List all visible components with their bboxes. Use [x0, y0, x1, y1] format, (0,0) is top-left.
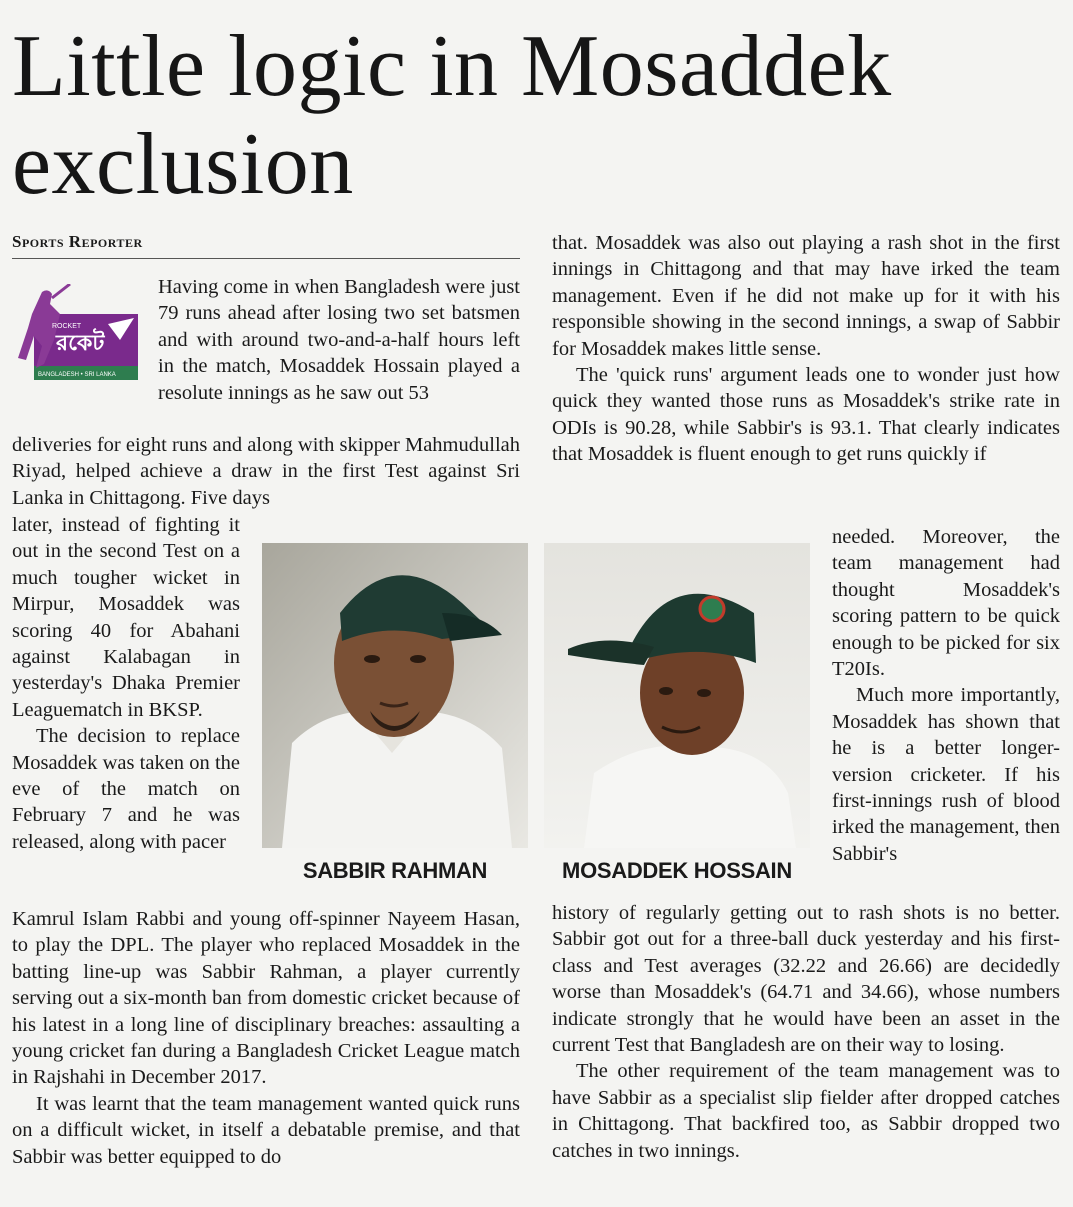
- headline: Little logic in Mosaddek exclusion: [12, 18, 892, 213]
- col2-top: that. Mosaddek was also out playing a rash shot in the first innings in Chittagong and that may have irked the team management. Even if he did not make up for it with his responsible showing in the second innings, a swap of Sabbir for Mosaddek makes little sense. The 'quick runs' argument leads one to wonder just how quick they wanted those runs as Mosaddek's strike rate in ODIs is 90.28, while Sabbir's is 93.1. That clearly indicates that Mosaddek is fluent enough to get runs quickly if: [552, 232, 1060, 466]
- rocket-logo: [12, 284, 138, 396]
- col1-narrow: later, instead of fighting it out in the second Test on a much tougher wicket in Mirpur, Mosaddek was scoring 40 for Abahani against Kalabagan in yesterday's Dhaka Premier Leaguematch in BKSP. The decision to replace Mosaddek was taken on the eve of the match on February 7 and he was released, along with pacer: [12, 514, 240, 853]
- col1-intro: Having come in when Bangladesh were just 79 runs ahead after losing two set batsmen and with around two-and-a-half hours left in the match, Mosaddek Hossain played a resolute innings as he saw out 53: [158, 276, 520, 404]
- logo-text-bengali: রকেট: [56, 331, 105, 356]
- byline: Sports Reporter: [12, 232, 143, 251]
- caption-mosaddek-hossain: MOSADDEK HOSSAIN: [562, 858, 792, 883]
- col1-full: Kamrul Islam Rabbi and young off-spinner Nayeem Hasan, to play the DPL. The player who replaced Mosaddek in the batting line-up was Sabbir Rahman, a player currently serving out a six-month ban from domestic cricket because of his latest in a long line of disciplinary breaches: assaulting a young cricket fan during a Bangladesh Cricket League match in Rajshahi in December 2017. It was learnt that the team management wanted quick runs on a difficult wicket, in itself a debatable premise, and that Sabbir was better equipped to do: [12, 908, 520, 1168]
- logo-text-bottom: BANGLADESH • SRI LANKA: [38, 372, 116, 378]
- col2-full: history of regularly getting out to rash shots is no better. Sabbir got out for a three-ball duck yesterday and his first-class and Test averages (32.22 and 26.66) are decidedly worse than Mosaddek's (64.71 and 34.66), whose numbers indicate strongly that he would have been an asset in the current Test that Bangladesh are on their way to losing. The other requirement of the team management was to have Sabbir as a specialist slip fielder after dropped catches in Chittagong. That backfired too, as Sabbir dropped two catches in two innings.: [552, 902, 1060, 1162]
- photo-mosaddek-hossain: [544, 543, 810, 848]
- photo-sabbir-rahman: [262, 543, 528, 848]
- logo-text-top: ROCKET: [52, 323, 82, 330]
- col2-narrow: needed. Moreover, the team management had thought Mosaddek's scoring pattern to be quick enough to be picked for six T20Is. Much more importantly, Mosaddek has shown that he is a better longer-version cricketer. If his first-innings rush of blood irked the management, then Sabbir's: [832, 526, 1060, 865]
- byline-rule: [12, 258, 520, 259]
- col1-intro-cont: deliveries for eight runs and along with skipper Mahmudullah Riyad, helped achieve a draw in the first Test against Sri Lanka in Chittagong. Five days: [12, 434, 520, 509]
- caption-sabbir-rahman: SABBIR RAHMAN: [302, 858, 488, 883]
